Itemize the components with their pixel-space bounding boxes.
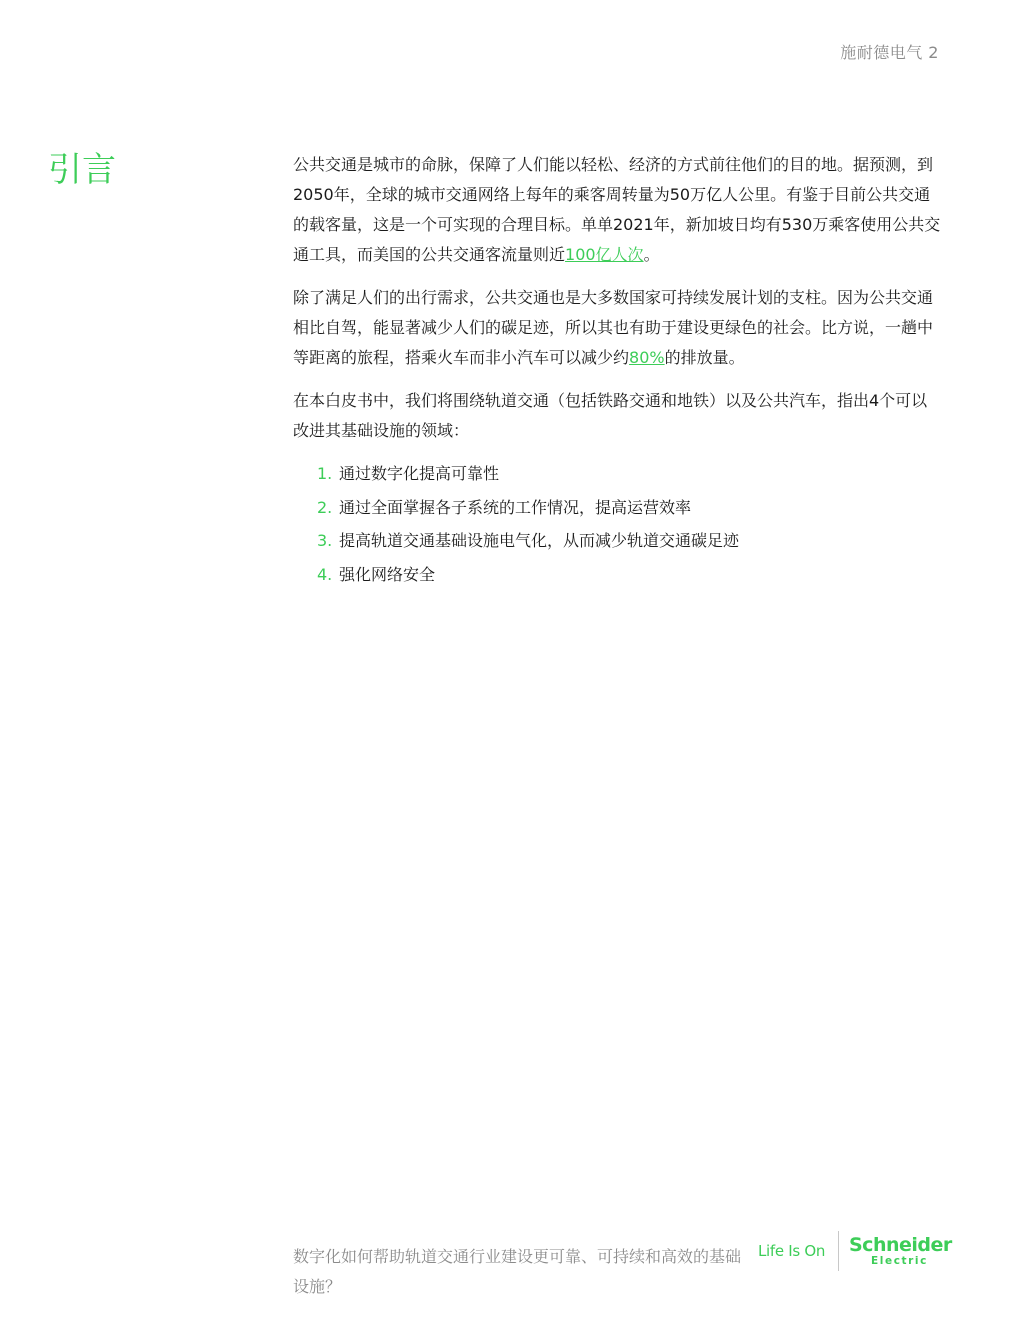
paragraph-text: 的排放量。: [664, 348, 745, 367]
ridership-link[interactable]: 100亿人次: [565, 245, 644, 264]
brand-name: Schneider: [849, 1233, 952, 1256]
list-number: 2.: [317, 497, 333, 517]
paragraph-text: 除了满足人们的出行需求，公共交通也是大多数国家可持续发展计划的支柱。因为公共交通相比自驾，能显著减少人们的碳足迹，所以其也有助于建设更绿色的社会。比方说，一趟中等距离的旅程，搭乘火车而非小汽车可以减少约: [293, 288, 934, 367]
paragraph-2: [293, 283, 943, 373]
list-number: 4.: [317, 564, 333, 584]
list-item: [293, 493, 943, 527]
improvement-list: [293, 459, 943, 593]
paragraph-text: 。: [643, 245, 660, 264]
section-title: 引言: [48, 150, 116, 190]
list-item: [293, 526, 943, 560]
list-text: 提高轨道交通基础设施电气化，从而减少轨道交通碳足迹: [339, 531, 740, 550]
life-is-on-tagline: Life Is On: [758, 1242, 826, 1260]
footer-logo: [758, 1230, 954, 1272]
paragraph-text: 公共交通是城市的命脉，保障了人们能以轻松、经济的方式前往他们的目的地。据预测，到2050年，全球的城市交通网络上每年的乘客周转量为50万亿人公里。有鉴于目前公共交通的载客量，这是一个可实现的合理目标。单单2021年，新加坡日均有530万乘客使用公共交通工具，而美国的公共交通客流量则近: [293, 155, 941, 264]
paragraph-1: [293, 150, 943, 270]
list-text: 通过数字化提高可靠性: [339, 464, 500, 483]
brand-sub: Electric: [871, 1254, 928, 1267]
list-number: 1.: [317, 464, 333, 483]
paragraph-3: 在本白皮书中，我们将围绕轨道交通（包括铁路交通和地铁）以及公共汽车，指出4个可以改进其基础设施的领域：: [293, 391, 928, 440]
page-header: 施耐德电气 2: [840, 43, 939, 62]
list-text: 强化网络安全: [339, 564, 436, 584]
list-item: [293, 560, 943, 594]
footer-doc-title: 数字化如何帮助轨道交通行业建设更可靠、可持续和高效的基础设施？: [293, 1247, 742, 1296]
list-item: [293, 459, 943, 493]
list-number: 3.: [317, 531, 333, 550]
logo-divider: [838, 1231, 839, 1271]
list-text: 通过全面掌握各子系统的工作情况，提高运营效率: [339, 497, 692, 517]
schneider-logo: [849, 1233, 952, 1267]
main-content: [293, 150, 943, 593]
emissions-link[interactable]: 80%: [629, 348, 665, 367]
